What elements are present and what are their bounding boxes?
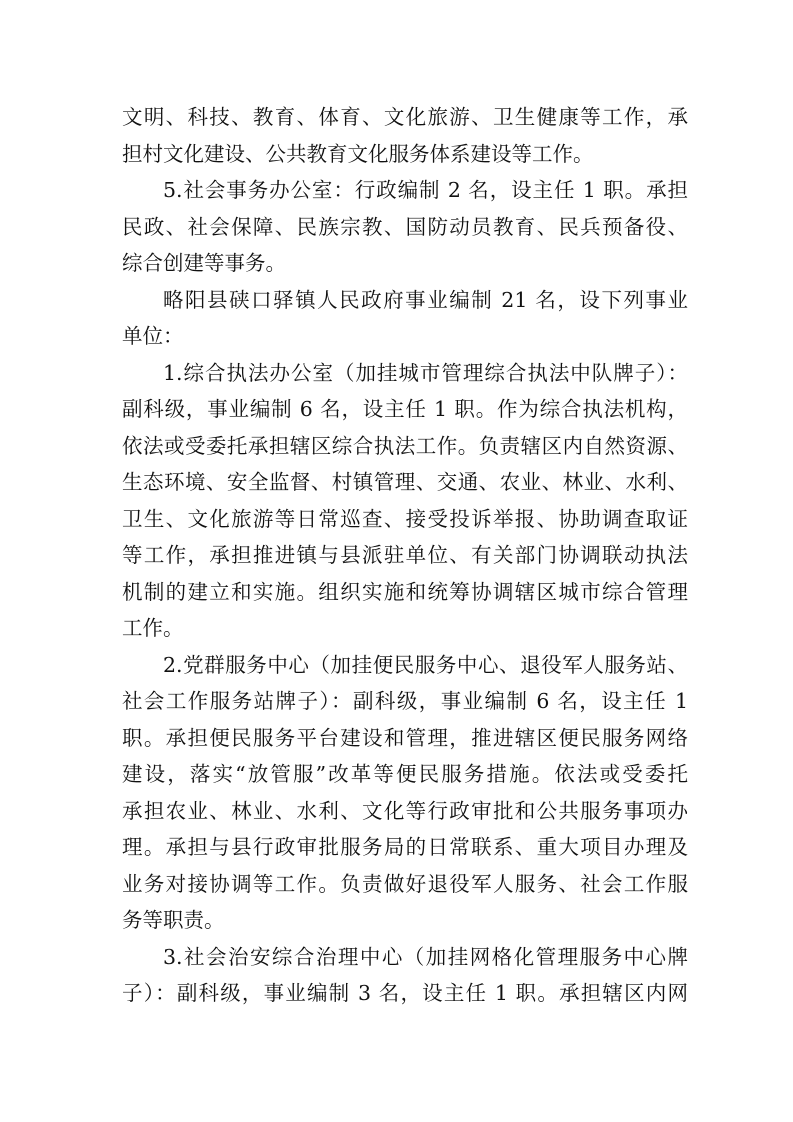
text-line: 略阳县硖口驿镇人民政府事业编制 21 名，设下列事业 xyxy=(163,287,688,312)
text-line: 社会工作服务站牌子）：副科级，事业编制 6 名，设主任 1 xyxy=(122,689,688,713)
text-line: 机制的建立和实施。组织实施和统筹协调辖区城市综合管理 xyxy=(122,579,688,604)
text-line: 副科级，事业编制 6 名，设主任 1 职。作为综合执法机构， xyxy=(122,397,688,421)
text-line: 建设，落实“放管服”改革等便民服务措施。依法或受委托 xyxy=(122,762,688,786)
text-line: 务等职责。 xyxy=(122,908,225,932)
text-line: 文明、科技、教育、体育、文化旅游、卫生健康等工作，承 xyxy=(122,105,688,129)
text-line: 民政、社会保障、民族宗教、国防动员教育、民兵预备役、 xyxy=(122,214,688,239)
text-line: 承担农业、林业、水利、文化等行政审批和公共服务事项办 xyxy=(122,798,688,823)
text-line: 担村文化建设、公共教育文化服务体系建设等工作。 xyxy=(122,141,594,166)
text-line: 子）：副科级，事业编制 3 名，设主任 1 职。承担辖区内网 xyxy=(122,981,688,1005)
body-text xyxy=(122,99,688,1012)
text-line: 生态环境、安全监督、村镇管理、交通、农业、林业、水利、 xyxy=(122,470,688,494)
text-line: 3.社会治安综合治理中心（加挂网格化管理服务中心牌 xyxy=(163,944,688,969)
text-line: 1.综合执法办公室（加挂城市管理综合执法中队牌子）： xyxy=(163,360,688,385)
text-line: 理。承担与县行政审批服务局的日常联系、重大项目办理及 xyxy=(122,835,688,859)
text-line: 依法或受委托承担辖区综合执法工作。负责辖区内自然资源、 xyxy=(122,433,688,458)
text-line: 工作。 xyxy=(122,616,184,640)
text-line: 卫生、文化旅游等日常巡查、接受投诉举报、协助调查取证 xyxy=(122,506,688,531)
text-line: 综合创建等事务。 xyxy=(122,251,286,275)
text-line: 等工作，承担推进镇与县派驻单位、有关部门协调联动执法 xyxy=(122,543,688,567)
text-line: 2.党群服务中心（加挂便民服务中心、退役军人服务站、 xyxy=(163,652,688,677)
text-line: 职。承担便民服务平台建设和管理，推进辖区便民服务网络 xyxy=(122,725,688,750)
text-line: 5.社会事务办公室：行政编制 2 名，设主任 1 职。承担 xyxy=(163,178,688,202)
text-line: 单位： xyxy=(122,324,184,348)
text-line: 业务对接协调等工作。负责做好退役军人服务、社会工作服 xyxy=(122,871,688,896)
